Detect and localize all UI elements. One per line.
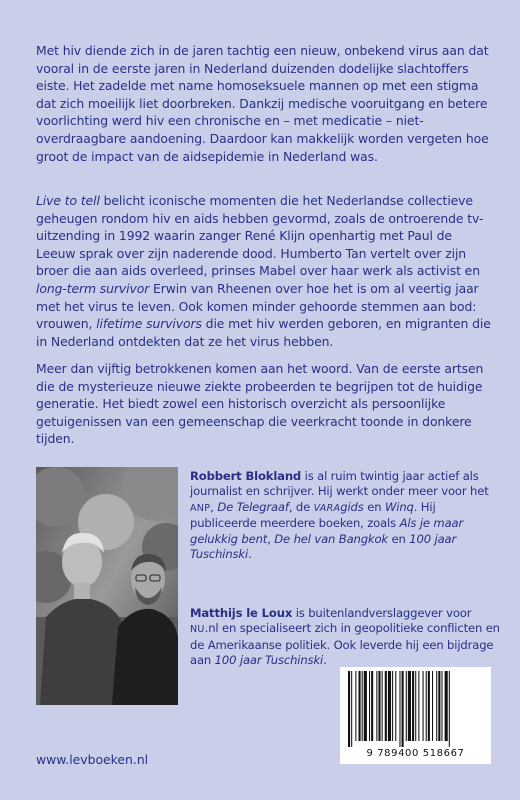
bio-text: en bbox=[363, 499, 385, 514]
barcode-bar bbox=[399, 671, 400, 747]
barcode-bars bbox=[346, 671, 485, 747]
blurb-text: belicht iconische momenten die het Nederlandse collectieve geheugen rondom hiv en aids hebben gevormd, zoals de ontroerende tv-uitzending in 1992 waarin zanger René Klijn openhartig met Paul de Leeuw sprak over zijn naderende dood. Humberto Tan vertelt over zijn broer die aan aids overleed, prinses Mabel over haar werk als activist en bbox=[36, 193, 484, 279]
bio-org-part: gids bbox=[340, 499, 364, 514]
barcode-bar bbox=[428, 671, 430, 741]
barcode-bar bbox=[378, 671, 380, 741]
bio-text: . bbox=[323, 653, 327, 668]
bio-text: is al ruim twintig jaar actief als journalist en schrijver. Hij werkt onder meer voor het bbox=[190, 469, 489, 499]
bio-org bbox=[314, 500, 364, 514]
isbn-number: 9 789400 518667 bbox=[366, 748, 465, 759]
barcode-bar bbox=[441, 671, 442, 741]
barcode-bar bbox=[436, 671, 437, 741]
bio-org-part: VARA bbox=[313, 502, 341, 514]
barcode-bar bbox=[432, 671, 433, 741]
barcode-bar bbox=[412, 671, 414, 741]
barcode-bar bbox=[369, 671, 370, 741]
bio-text: , bbox=[210, 499, 218, 514]
bio-text: .nl en specialiseert zich in geopolitieke conflicten en de Amerikaanse politiek. Ook leverde hij een bijdrage aan bbox=[190, 621, 500, 668]
barcode-bar bbox=[426, 671, 427, 741]
author-photo-image bbox=[36, 467, 178, 705]
book-title: Live to tell bbox=[36, 193, 100, 208]
barcode-bar bbox=[385, 671, 387, 741]
bio-text: en bbox=[388, 531, 410, 546]
barcode-bar bbox=[362, 671, 363, 741]
barcode-bar bbox=[351, 671, 352, 747]
barcode-bar bbox=[415, 671, 416, 741]
barcode-bar bbox=[418, 671, 419, 741]
blurb-text: Erwin van Rheenen over hoe het is om al veertig jaar met het virus te leven. Ook komen minder gehoorde stemmen aan bod: vrouwen, bbox=[36, 280, 479, 332]
blurb-paragraph-3: Meer dan vijftig betrokkenen komen aan het woord. Van de eerste artsen die de mysterieuze nieuwe ziekte probeerden te begrijpen tot de huidige generatie. Het biedt zowel een historisch overzicht als persoonlijke getuigenissen van een gemeenschap die veerkracht toonde in donkere tijden. bbox=[36, 361, 484, 447]
barcode-bar bbox=[423, 671, 424, 741]
barcode-bar bbox=[355, 671, 356, 741]
bio-org: De Telegraaf bbox=[217, 499, 289, 514]
barcode-bar bbox=[408, 671, 411, 741]
blurb-text: die met hiv werden geboren, en migranten die in Nederland ontdekten dat ze het virus hebben. bbox=[36, 316, 491, 349]
bio-text: . Hij publiceerde meerdere boeken, zoals bbox=[190, 499, 436, 531]
barcode-bar bbox=[392, 671, 393, 741]
bio-org: Winq bbox=[384, 499, 414, 514]
barcode-bar bbox=[364, 671, 367, 741]
author-bio-matthijs bbox=[190, 606, 500, 669]
blurb-emphasis: lifetime survivors bbox=[96, 316, 202, 332]
barcode-bar bbox=[395, 671, 396, 741]
bio-book: 100 jaar Tuschinski bbox=[190, 531, 457, 562]
bio-text: . bbox=[248, 547, 252, 562]
barcode-bar bbox=[445, 671, 448, 741]
barcode-bar bbox=[359, 671, 361, 741]
bio-book: Als je maar gelukkig bent bbox=[190, 516, 464, 546]
bio-org: ANP bbox=[190, 502, 211, 514]
bio-book: De hel van Bangkok bbox=[274, 531, 389, 546]
author-name: Robbert Blokland bbox=[190, 469, 302, 483]
barcode-bar bbox=[371, 671, 373, 741]
barcode-bar bbox=[449, 671, 450, 747]
publisher-url[interactable]: www.levboeken.nl bbox=[36, 752, 149, 767]
barcode-bar bbox=[438, 671, 440, 741]
bio-text: , bbox=[267, 531, 275, 546]
blurb-paragraph-2 bbox=[36, 192, 492, 350]
bio-text: , de bbox=[288, 499, 314, 514]
barcode-bar bbox=[382, 671, 383, 741]
bio-book: 100 jaar Tuschinski bbox=[214, 653, 324, 668]
barcode-bar bbox=[406, 671, 407, 741]
blurb-emphasis: long-term survivor bbox=[36, 280, 150, 296]
bio-org: NU bbox=[190, 624, 205, 636]
bio-text: is buitenlandverslaggever voor bbox=[292, 606, 472, 620]
barcode-bar bbox=[376, 671, 377, 741]
barcode-bar bbox=[402, 671, 404, 747]
author-photo bbox=[36, 467, 178, 705]
barcode-bar bbox=[388, 671, 391, 741]
author-name: Matthijs le Loux bbox=[190, 606, 293, 620]
blurb-paragraph-1: Met hiv diende zich in de jaren tachtig een nieuw, onbekend virus aan dat vooral in de eerste jaren in Nederland duizenden dodelijke slachtoffers eiste. Het zadelde met name homoseksuele mannen op met een stigma dat zich moeilijk liet doorbreken. Dankzij medische vooruitgang en betere voorlichting werd hiv een chronische en – met medicatie – niet-overdraagbare aandoening. Daardoor kan makkelijk worden vergeten hoe groot de impact van de aidsepidemie in Nederland was. bbox=[36, 43, 489, 164]
barcode-bar bbox=[348, 671, 350, 747]
author-bio-robbert bbox=[190, 469, 500, 562]
isbn-barcode bbox=[340, 667, 491, 764]
